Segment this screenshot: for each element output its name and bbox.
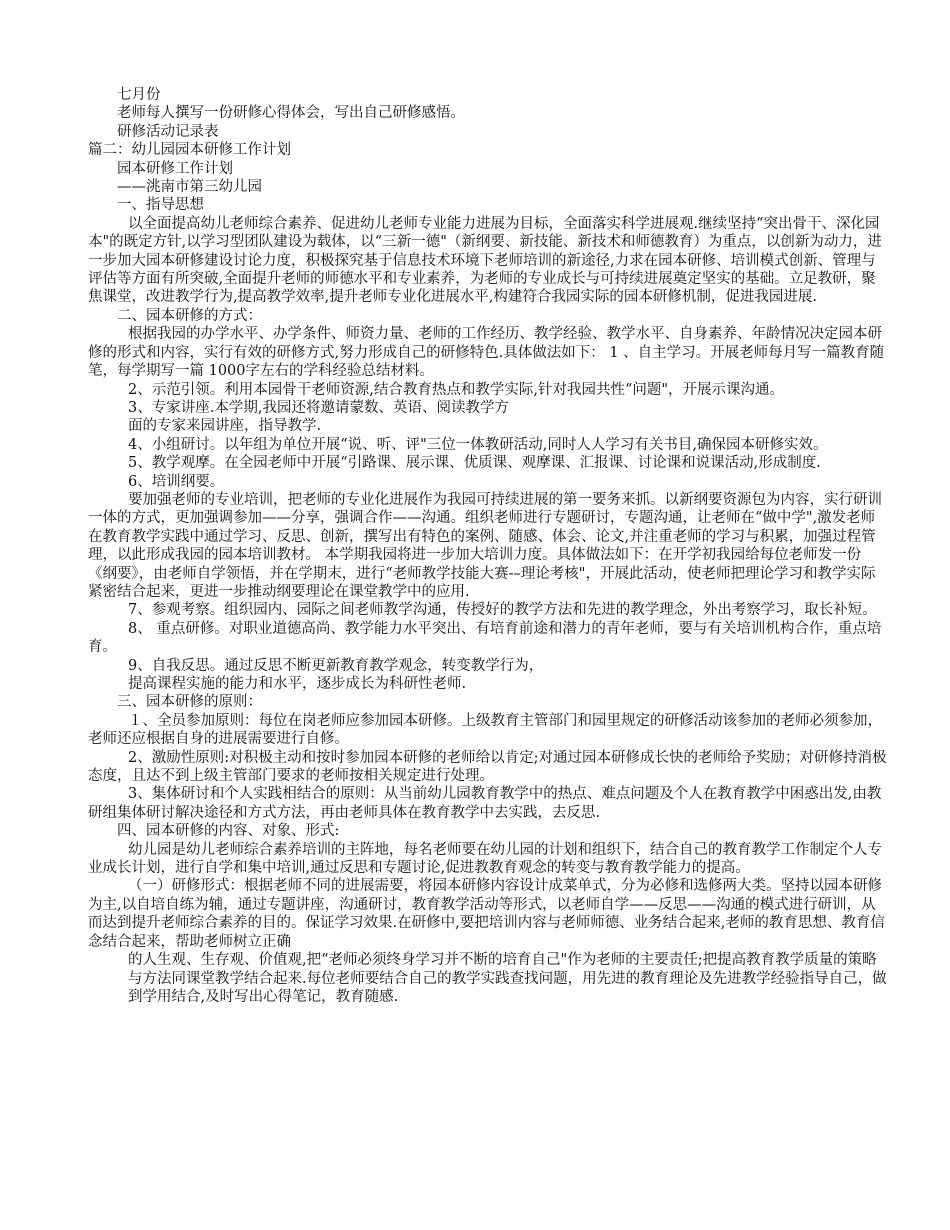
paragraph: 根据我园的办学水平、办学条件、师资力量、老师的工作经历、教学经验、教学水平、自身素养、年龄情况决定园本研修的形式和内容，实行有效的研修方式,努力形成自己的研修特色.具体做法如下： 1 、自主学习。开展老师每月写一篇教育随笔，每学期写一篇 1000字左右的学科经验总结材料。 bbox=[88, 326, 885, 380]
text-line: 七月份 bbox=[117, 87, 161, 103]
paragraph: （一）研修形式：根据老师不同的进展需要，将园本研修内容设计成菜单式，分为必修和选修两大类。坚持以园本研修为主,以自培自练为辅，通过专题讲座，沟通研讨，教育教学活动等形式，以老师自学——反思——沟通的模式进行研训，从而达到提升老师综合素养的目的。保证学习效果.在研修中,要把培训内容与老师师德、业务结合起来,老师的教育思想、教育信念结合起来，帮助老师树立正确 bbox=[88, 878, 885, 950]
text-line: 研修活动记录表 bbox=[117, 123, 219, 140]
paragraph: 8、 重点研修。对职业道德高尚、教学能力水平突出、有培育前途和潜力的青年老师，要与有关培训机构合作，重点培育。 bbox=[88, 620, 882, 656]
paragraph: 2、激励性原则:对积极主动和按时参加园本研修的老师给以肯定;对通过园本研修成长快的老师给予奖励；对研修持消极态度，且达不到上级主管部门要求的老师按相关规定进行处理。 bbox=[88, 749, 887, 785]
paragraph: 幼儿园是幼儿老师综合素养培训的主阵地，每名老师要在幼儿园的计划和组织下，结合自己的教育教学工作制定个人专业成长计划，进行自学和集中培训,通过反思和专题讨论,促进教教育观念的转变与教育教学能力的提高。 bbox=[88, 841, 882, 877]
paragraph: 以全面提高幼儿老师综合素养、促进幼儿老师专业能力进展为目标，全面落实科学进展观.继续坚持“突出骨干、深化园本"的既定方针,以学习型团队建设为载体，以“三新一德"（新纲要、新技能、新技术和师德教育）为重点，以创新为动力，进一步加大园本研修建设讨论力度，积极探究基于信息技术环境下老师培训的新途径,力求在园本研修、培训模式创新、管理与评估等方面有所突破,全面提升老师的师德水平和专业素养，为老师的专业成长与可持续进展奠定坚实的基础。立足教研，聚焦课堂，改进教学行为,提高教学效率,提升老师专业化进展水平,构建符合我园实际的园本研修机制，促进我园进展. bbox=[88, 215, 882, 306]
section-heading: 篇二：幼儿园园本研修工作计划 bbox=[88, 142, 291, 159]
paragraph: 的人生观、生存观、价值观,把“老师必须终身学习并不断的培育自己"作为老师的主要责任;把提高教育教学质量的策略与方法同课堂教学结合起来.每位老师要结合自己的教学实践查找问题，用先进的教育理论及先进教学经验指导自己，做到学用结合,及时写出心得笔记，教育随感. bbox=[128, 952, 887, 1005]
document-author: ——洮南市第三幼儿园 bbox=[117, 179, 262, 196]
paragraph: 2、示范引领。利用本园骨干老师资源,结合教育热点和教学实际,针对我园共性“问题"，开展示课沟通。 bbox=[128, 381, 785, 398]
section-heading: 三、园本研修的原则： bbox=[117, 694, 262, 711]
section-heading: 一、指导思想 bbox=[117, 197, 204, 214]
document-title: 园本研修工作计划 bbox=[117, 160, 233, 177]
paragraph: 提高课程实施的能力和水平，逐步成长为科研性老师. bbox=[128, 676, 467, 692]
section-heading: 四、园本研修的内容、对象、形式: bbox=[117, 823, 340, 840]
paragraph: １、全员参加原则：每位在岗老师应参加园本研修。上级教育主管部门和园里规定的研修活动该参加的老师必须参加，老师还应根据自身的进展需要进行自修。 bbox=[88, 712, 882, 748]
section-heading: 二、园本研修的方式： bbox=[117, 307, 262, 324]
paragraph: 4、小组研讨。以年组为单位开展“说、听、评"三位一体教研活动,同时人人学习有关书目,确保园本研修实效。 bbox=[128, 436, 828, 453]
paragraph: 7、参观考察。组织园内、园际之间老师教学沟通，传授好的教学方法和先进的教学理念，外出考察学习，取长补短。 bbox=[128, 602, 877, 619]
paragraph: 9、自我反思。通过反思不断更新教育教学观念，转变教学行为， bbox=[128, 657, 544, 674]
paragraph: 5、教学观摩。在全园老师中开展“引路课、展示课、优质课、观摩课、汇报课、讨论课和说课活动,形成制度. bbox=[128, 455, 821, 472]
paragraph: 3、集体研讨和个人实践相结合的原则：从当前幼儿园教育教学中的热点、难点问题及个人在教育教学中困惑出发,由教研组集体研讨解决途径和方式方法，再由老师具体在教育教学中去实践，去反思. bbox=[88, 786, 882, 821]
paragraph: 6、培训纲要。 bbox=[128, 473, 225, 490]
paragraph: 3、专家讲座.本学期,我园还将邀请蒙数、英语、阅读教学方 bbox=[128, 399, 509, 416]
document-body bbox=[88, 86, 888, 1006]
paragraph: 要加强老师的专业培训，把老师的专业化进展作为我园可持续进展的第一要务来抓。以新纲要资源包为内容，实行研训一体的方式，更加强调参加——分享，强调合作——沟通。组织老师进行专题研讨，专题沟通，让老师在“做中学",激发老师在教育教学实践中通过学习、反思、创新，撰写出有特色的案例、随感、体会、论文,并注重老师的学习与积累，加强过程管理，以此形成我园的园本培训教材。 本学期我园将进一步加大培训力度。具体做法如下：在开学初我园给每位老师发一份《纲要》，由老师自学领悟，并在学期末，进行“老师教学技能大赛-–理论考核"，开展此活动，使老师把理论学习和教学实际紧密结合起来，更进一步推动纲要理论在课堂教学中的应用. bbox=[88, 491, 882, 600]
paragraph: 面的专家来园讲座，指导教学. bbox=[128, 418, 322, 435]
text-line: 老师每人撰写一份研修心得体会，写出自己研修感悟。 bbox=[117, 105, 465, 122]
